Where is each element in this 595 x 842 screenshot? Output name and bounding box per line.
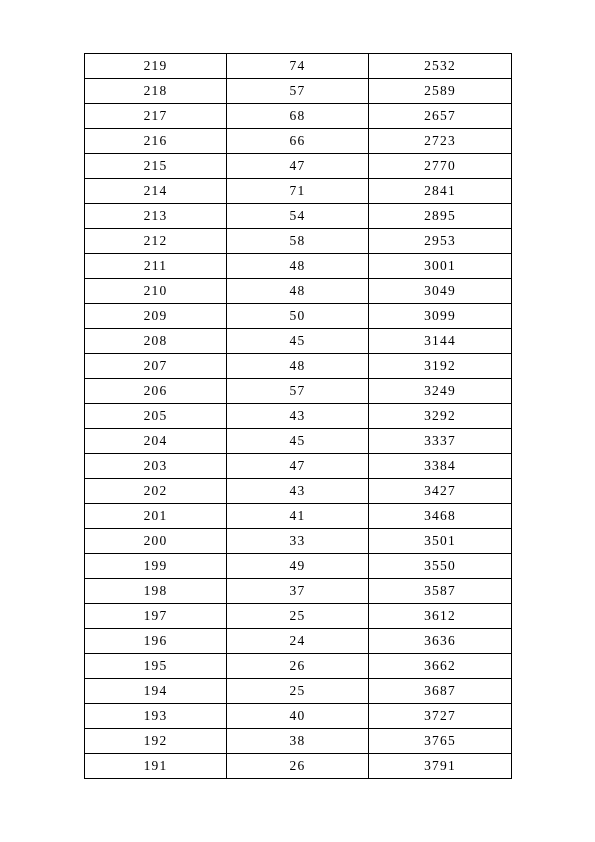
score-cell: 195 — [85, 654, 227, 679]
score-cell: 196 — [85, 629, 227, 654]
cumulative-cell: 3612 — [369, 604, 512, 629]
count-cell: 37 — [227, 579, 369, 604]
cumulative-cell: 3249 — [369, 379, 512, 404]
table-row — [85, 154, 512, 179]
cumulative-cell: 3765 — [369, 729, 512, 754]
count-cell: 48 — [227, 254, 369, 279]
score-cell: 205 — [85, 404, 227, 429]
score-cell: 214 — [85, 179, 227, 204]
cumulative-cell: 2953 — [369, 229, 512, 254]
table-row — [85, 129, 512, 154]
cumulative-cell: 3587 — [369, 579, 512, 604]
table-row — [85, 179, 512, 204]
count-cell: 54 — [227, 204, 369, 229]
score-cell: 213 — [85, 204, 227, 229]
score-cell: 199 — [85, 554, 227, 579]
table-row — [85, 679, 512, 704]
table-row — [85, 329, 512, 354]
score-cell: 201 — [85, 504, 227, 529]
count-cell: 26 — [227, 654, 369, 679]
cumulative-cell: 3727 — [369, 704, 512, 729]
table-row — [85, 379, 512, 404]
count-cell: 74 — [227, 54, 369, 79]
count-cell: 49 — [227, 554, 369, 579]
score-distribution-table — [84, 53, 512, 779]
count-cell: 47 — [227, 154, 369, 179]
cumulative-cell: 3192 — [369, 354, 512, 379]
cumulative-cell: 3001 — [369, 254, 512, 279]
count-cell: 43 — [227, 479, 369, 504]
cumulative-cell: 2723 — [369, 129, 512, 154]
table-row — [85, 254, 512, 279]
cumulative-cell: 3099 — [369, 304, 512, 329]
table-row — [85, 204, 512, 229]
count-cell: 71 — [227, 179, 369, 204]
cumulative-cell: 3292 — [369, 404, 512, 429]
count-cell: 26 — [227, 754, 369, 779]
score-cell: 191 — [85, 754, 227, 779]
score-cell: 208 — [85, 329, 227, 354]
score-cell: 209 — [85, 304, 227, 329]
score-cell: 197 — [85, 604, 227, 629]
table-row — [85, 554, 512, 579]
count-cell: 66 — [227, 129, 369, 154]
score-cell: 203 — [85, 454, 227, 479]
score-cell: 217 — [85, 104, 227, 129]
cumulative-cell: 2532 — [369, 54, 512, 79]
score-cell: 210 — [85, 279, 227, 304]
score-cell: 212 — [85, 229, 227, 254]
cumulative-cell: 2589 — [369, 79, 512, 104]
table-row — [85, 229, 512, 254]
score-cell: 218 — [85, 79, 227, 104]
score-cell: 216 — [85, 129, 227, 154]
count-cell: 25 — [227, 604, 369, 629]
score-cell: 207 — [85, 354, 227, 379]
cumulative-cell: 3662 — [369, 654, 512, 679]
cumulative-cell: 2895 — [369, 204, 512, 229]
table-row — [85, 279, 512, 304]
table-row — [85, 579, 512, 604]
score-cell: 215 — [85, 154, 227, 179]
cumulative-cell: 3337 — [369, 429, 512, 454]
score-cell: 194 — [85, 679, 227, 704]
count-cell: 40 — [227, 704, 369, 729]
table-body — [85, 54, 512, 779]
cumulative-cell: 3144 — [369, 329, 512, 354]
score-cell: 219 — [85, 54, 227, 79]
count-cell: 57 — [227, 79, 369, 104]
score-cell: 204 — [85, 429, 227, 454]
count-cell: 45 — [227, 429, 369, 454]
count-cell: 45 — [227, 329, 369, 354]
table-row — [85, 729, 512, 754]
count-cell: 24 — [227, 629, 369, 654]
table-row — [85, 79, 512, 104]
table-row — [85, 529, 512, 554]
cumulative-cell: 3384 — [369, 454, 512, 479]
cumulative-cell: 2841 — [369, 179, 512, 204]
cumulative-cell: 3791 — [369, 754, 512, 779]
score-cell: 206 — [85, 379, 227, 404]
count-cell: 48 — [227, 354, 369, 379]
table-row — [85, 754, 512, 779]
cumulative-cell: 3427 — [369, 479, 512, 504]
table-row — [85, 454, 512, 479]
count-cell: 38 — [227, 729, 369, 754]
score-cell: 211 — [85, 254, 227, 279]
cumulative-cell: 3550 — [369, 554, 512, 579]
cumulative-cell: 2770 — [369, 154, 512, 179]
table-row — [85, 504, 512, 529]
count-cell: 50 — [227, 304, 369, 329]
score-cell: 198 — [85, 579, 227, 604]
count-cell: 47 — [227, 454, 369, 479]
cumulative-cell: 3501 — [369, 529, 512, 554]
table-row — [85, 429, 512, 454]
score-cell: 193 — [85, 704, 227, 729]
table-row — [85, 104, 512, 129]
cumulative-cell: 3636 — [369, 629, 512, 654]
table-row — [85, 604, 512, 629]
count-cell: 48 — [227, 279, 369, 304]
table-row — [85, 404, 512, 429]
score-cell: 192 — [85, 729, 227, 754]
score-cell: 200 — [85, 529, 227, 554]
count-cell: 41 — [227, 504, 369, 529]
table-row — [85, 304, 512, 329]
cumulative-cell: 3049 — [369, 279, 512, 304]
cumulative-cell: 2657 — [369, 104, 512, 129]
table-row — [85, 704, 512, 729]
table-row — [85, 654, 512, 679]
count-cell: 25 — [227, 679, 369, 704]
table-row — [85, 54, 512, 79]
count-cell: 68 — [227, 104, 369, 129]
count-cell: 57 — [227, 379, 369, 404]
cumulative-cell: 3687 — [369, 679, 512, 704]
table-row — [85, 479, 512, 504]
score-cell: 202 — [85, 479, 227, 504]
table-row — [85, 629, 512, 654]
table-row — [85, 354, 512, 379]
count-cell: 58 — [227, 229, 369, 254]
count-cell: 33 — [227, 529, 369, 554]
count-cell: 43 — [227, 404, 369, 429]
cumulative-cell: 3468 — [369, 504, 512, 529]
